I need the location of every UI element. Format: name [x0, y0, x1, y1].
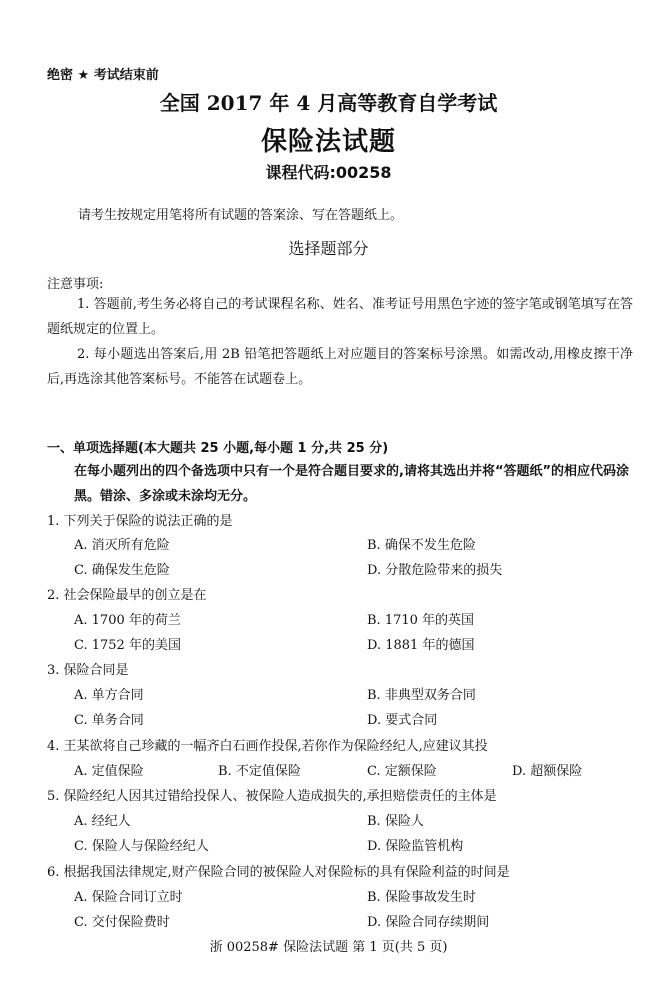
- paper-title: 保险法试题: [260, 127, 396, 157]
- option-c: C. 定额保险: [367, 764, 437, 779]
- question-stem: 1. 下列关于保险的说法正确的是: [47, 514, 233, 529]
- option-d: D. 保险监管机构: [367, 839, 464, 854]
- option-c: C. 1752 年的美国: [74, 638, 181, 653]
- question-stem: 6. 根据我国法律规定,财产保险合同的被保险人对保险标的具有保险利益的时间是: [47, 865, 510, 880]
- option-a: A. 1700 年的荷兰: [74, 613, 181, 628]
- exam-title: 全国 2017 年 4 月高等教育自学考试: [159, 91, 498, 115]
- question-stem: 3. 保险合同是: [47, 663, 129, 678]
- option-c: C. 交付保险费时: [74, 915, 170, 930]
- option-b: B. 不定值保险: [218, 764, 301, 779]
- option-a: A. 经纪人: [74, 814, 131, 829]
- option-a: A. 单方合同: [74, 688, 144, 703]
- option-c: C. 单务合同: [74, 713, 144, 728]
- option-a: A. 保险合同订立时: [74, 890, 183, 905]
- option-a: A. 消灭所有危险: [74, 538, 170, 553]
- note-item-1: 1. 答题前,考生务必将自己的考试课程名称、姓名、准考证号用黑色字迹的签字笔或钢笔填写在答题纸规定的位置上。: [47, 297, 633, 337]
- note-item-2: 2. 每小题选出答案后,用 2B 铅笔把答题纸上对应题目的答案标号涂黑。如需改动,用橡皮擦干净后,再选涂其他答案标号。不能答在试题卷上。: [47, 347, 633, 387]
- option-b: B. 确保不发生危险: [367, 538, 476, 553]
- option-d: D. 保险合同存续期间: [367, 915, 490, 930]
- option-b: B. 保险事故发生时: [367, 890, 476, 905]
- section-title: 选择题部分: [288, 239, 369, 258]
- confidential-label: 绝密 ★ 考试结束前: [47, 68, 159, 83]
- option-d: D. 超额保险: [512, 764, 583, 779]
- notes-heading: 注意事项:: [47, 277, 104, 292]
- option-a: A. 定值保险: [74, 764, 144, 779]
- option-c: C. 保险人与保险经纪人: [74, 839, 209, 854]
- option-b: B. 保险人: [367, 814, 424, 829]
- course-code: 课程代码:00258: [265, 163, 392, 182]
- question-stem: 4. 王某欲将自己珍藏的一幅齐白石画作投保,若你作为保险经纪人,应建议其投: [47, 739, 488, 754]
- question-stem: 5. 保险经纪人因其过错给投保人、被保险人造成损失的,承担赔偿责任的主体是: [47, 789, 497, 804]
- option-c: C. 确保发生危险: [74, 563, 170, 578]
- option-b: B. 1710 年的英国: [367, 613, 475, 628]
- option-d: D. 1881 年的德国: [367, 638, 475, 653]
- option-d: D. 要式合同: [367, 713, 438, 728]
- part-heading: 一、单项选择题(本大题共 25 小题,每小题 1 分,共 25 分): [47, 441, 389, 456]
- general-instruction: 请考生按规定用笔将所有试题的答案涂、写在答题纸上。: [78, 208, 404, 223]
- part-description: 在每小题列出的四个备选项中只有一个是符合题目要求的,请将其选出并将“答题纸”的相应代码涂黑。错涂、多涂或未涂均无分。: [74, 464, 630, 504]
- page-footer: 浙 00258# 保险法试题 第 1 页(共 5 页): [209, 940, 448, 955]
- question-stem: 2. 社会保险最早的创立是在: [47, 588, 207, 603]
- option-b: B. 非典型双务合同: [367, 688, 476, 703]
- option-d: D. 分散危险带来的损失: [367, 563, 503, 578]
